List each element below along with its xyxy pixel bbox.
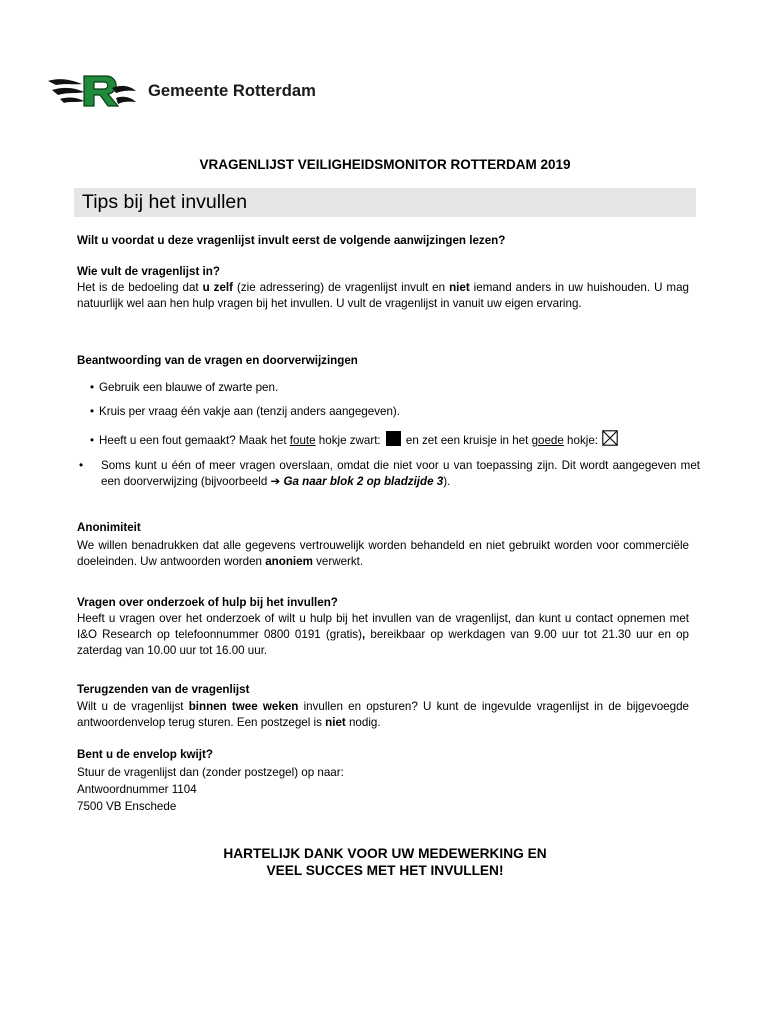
envelope-line-1: Stuur de vragenlijst dan (zonder postzegel) op naar:: [77, 766, 344, 779]
bullet-skip: • Soms kunt u één of meer vragen overslaan, omdat die niet voor u van toepassing zijn. Dit wordt aangegeven met een doorverwijzing (bijvoorbeeld ➔ Ga naar blok 2 op bladzijde 3).: [79, 459, 700, 488]
envelope-heading: Bent u de envelop kwijt?: [77, 748, 213, 761]
envelope-line-2: Antwoordnummer 1104: [77, 783, 197, 796]
who-paragraph: Het is de bedoeling dat u zelf (zie adressering) de vragenlijst invult en niet iemand anders in uw huishouden. U mag natuurlijk wel aan hen hulp vragen bij het invullen. U vult de vragenlijst in vanuit uw eigen ervaring.: [77, 281, 689, 310]
return-paragraph: Wilt u de vragenlijst binnen twee weken invullen en opsturen? U kunt de ingevulde vragenlijst in de bijgevoegde antwoordenvelop terug sturen. Een postzegel is niet nodig.: [77, 700, 689, 729]
section-title: Tips bij het invullen: [82, 191, 248, 213]
closing-line-2: VEEL SUCCES MET HET INVULLEN!: [266, 863, 504, 878]
return-heading: Terugzenden van de vragenlijst: [77, 683, 250, 696]
bullet-pen: • Gebruik een blauwe of zwarte pen.: [90, 381, 279, 394]
closing-line-1: HARTELIJK DANK VOOR UW MEDEWERKING EN: [223, 846, 547, 861]
rotterdam-logo-icon: [46, 68, 138, 112]
closing-message: [0, 845, 770, 879]
who-heading: Wie vult de vragenlijst in?: [77, 265, 220, 278]
document-title: VRAGENLIJST VEILIGHEIDSMONITOR ROTTERDAM 2019: [199, 157, 571, 172]
crossed-box-icon: [602, 430, 618, 446]
logo-name: Gemeente Rotterdam: [148, 81, 316, 100]
intro-question: Wilt u voordat u deze vragenlijst invult eerst de volgende aanwijzingen lezen?: [77, 234, 506, 247]
anonymity-heading: Anonimiteit: [77, 521, 141, 534]
help-paragraph: Heeft u vragen over het onderzoek of wilt u hulp bij het invullen van de vragenlijst, dan kunt u contact opnemen met I&O Research op telefoonnummer 0800 0191 (gratis), bereikbaar op werkdagen van 9.00 uur tot 21.30 uur en op zaterdag van 10.00 uur tot 16.00 uur.: [77, 612, 690, 657]
bullet-one-box: • Kruis per vraag één vakje aan (tenzij anders aangegeven).: [90, 405, 400, 418]
envelope-line-3: 7500 VB Enschede: [77, 800, 177, 813]
answering-heading: Beantwoording van de vragen en doorverwijzingen: [77, 354, 358, 367]
bullet-mistake: • Heeft u een fout gemaakt? Maak het foute hokje zwart: en zet een kruisje in het goede hokje:: [90, 430, 618, 449]
logo: [46, 68, 316, 112]
help-heading: Vragen over onderzoek of hulp bij het invullen?: [77, 596, 338, 609]
anonymity-paragraph: We willen benadrukken dat alle gegevens vertrouwelijk worden behandeld en niet gebruikt worden voor commerciële doeleinden. Uw antwoorden worden anoniem verwerkt.: [77, 539, 689, 568]
black-box-example: [386, 431, 401, 446]
